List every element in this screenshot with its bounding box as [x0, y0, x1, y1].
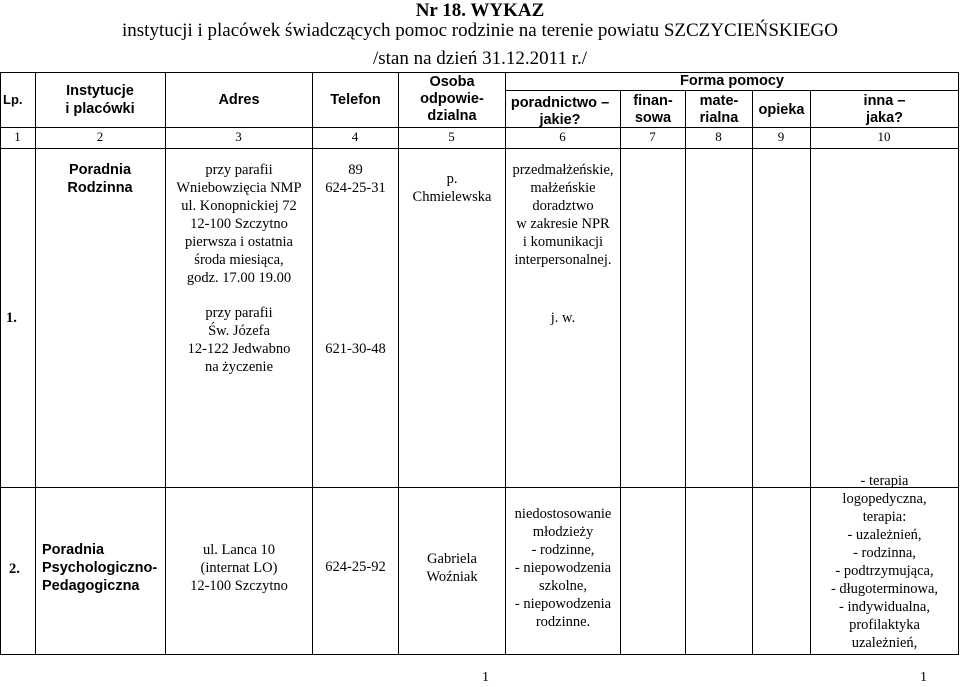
row-lp: 2. — [9, 561, 20, 577]
table-bottom-border — [0, 654, 958, 655]
col-divider-1 — [35, 72, 36, 655]
row-person: p. Chmielewska — [412, 171, 492, 205]
header-material: mate- rialna — [699, 93, 739, 126]
column-number: 8 — [715, 129, 722, 144]
header-counselling: poradnictwo – jakie? — [510, 95, 610, 128]
row-address: przy parafii Wniebowzięcia NMP ul. Konopnickiej 72 12-100 Szczytno pierwsza i ostatnia środa miesiąca, godz. 17.00 19.00 — [176, 162, 302, 286]
column-number: 9 — [777, 129, 785, 144]
page-number-right: 1 — [920, 670, 927, 685]
header-care: opieka — [758, 102, 805, 118]
col-divider-7 — [685, 90, 686, 655]
header-bottom-border — [0, 127, 958, 128]
column-numbers-bottom-border — [0, 148, 958, 149]
row-address: ul. Lanca 10 (internat LO) 12-100 Szczytno — [190, 542, 288, 594]
form-header-divider — [505, 90, 958, 91]
column-number: 5 — [448, 129, 455, 144]
row-address-secondary: przy parafii Św. Józefa 12-122 Jedwabno na życzenie — [187, 305, 291, 375]
row-counselling-secondary: j. w. — [550, 310, 576, 326]
title-line-2: instytucji i placówek świadczących pomoc rodzinie na terenie powiatu SZCZYCIEŃSKIEGO — [122, 20, 838, 41]
row-person: Gabriela Woźniak — [426, 551, 478, 585]
header-person: Osoba odpowie- dzialna — [420, 74, 484, 124]
column-number: 6 — [559, 129, 566, 144]
table-left-border — [0, 72, 1, 655]
row-institution: Poradnia Rodzinna — [67, 162, 133, 196]
row-phone-secondary: 621-30-48 — [325, 341, 386, 357]
col-divider-6 — [620, 90, 621, 655]
row-counselling: niedostosowanie młodzieży - rodzinne, - niepowodzenia szkolne, - niepowodzenia rodzinne. — [514, 506, 612, 630]
column-number: 3 — [235, 129, 242, 144]
title-line-1: Nr 18. WYKAZ — [415, 0, 545, 21]
row-lp: 1. — [6, 310, 17, 326]
header-institution: Instytucje i placówki — [65, 83, 135, 117]
row-institution: Poradnia Psychologiczno- Pedagogiczna — [42, 542, 158, 594]
column-number: 2 — [96, 129, 104, 144]
header-other: inna – jaka? — [863, 93, 906, 126]
header-financial: finan- sowa — [633, 93, 673, 126]
title-line-3: /stan na dzień 31.12.2011 r./ — [372, 48, 588, 69]
page-number-left: 1 — [482, 670, 489, 685]
column-number: 7 — [649, 129, 656, 144]
col-divider-8 — [752, 90, 753, 655]
row-other: - terapia logopedyczna, terapia: - uzależnień, - rodzinna, - podtrzymująca, - długoterminowa, - indywidualna, profilaktyka uzależnień, — [830, 473, 939, 651]
header-address: Adres — [218, 92, 260, 108]
column-number: 1 — [14, 129, 21, 144]
header-phone: Telefon — [330, 92, 381, 108]
row-counselling: przedmałżeńskie, małżeńskie doradztwo w zakresie NPR i komunikacji interpersonalnej. — [512, 162, 614, 268]
header-lp: Lp. — [3, 92, 23, 107]
header-form: Forma pomocy — [680, 73, 784, 89]
column-number: 10 — [877, 129, 891, 144]
table-right-border — [958, 72, 959, 655]
row-phone: 624-25-92 — [325, 559, 386, 575]
column-number: 4 — [351, 129, 359, 144]
row-phone: 89 624-25-31 — [325, 162, 386, 196]
